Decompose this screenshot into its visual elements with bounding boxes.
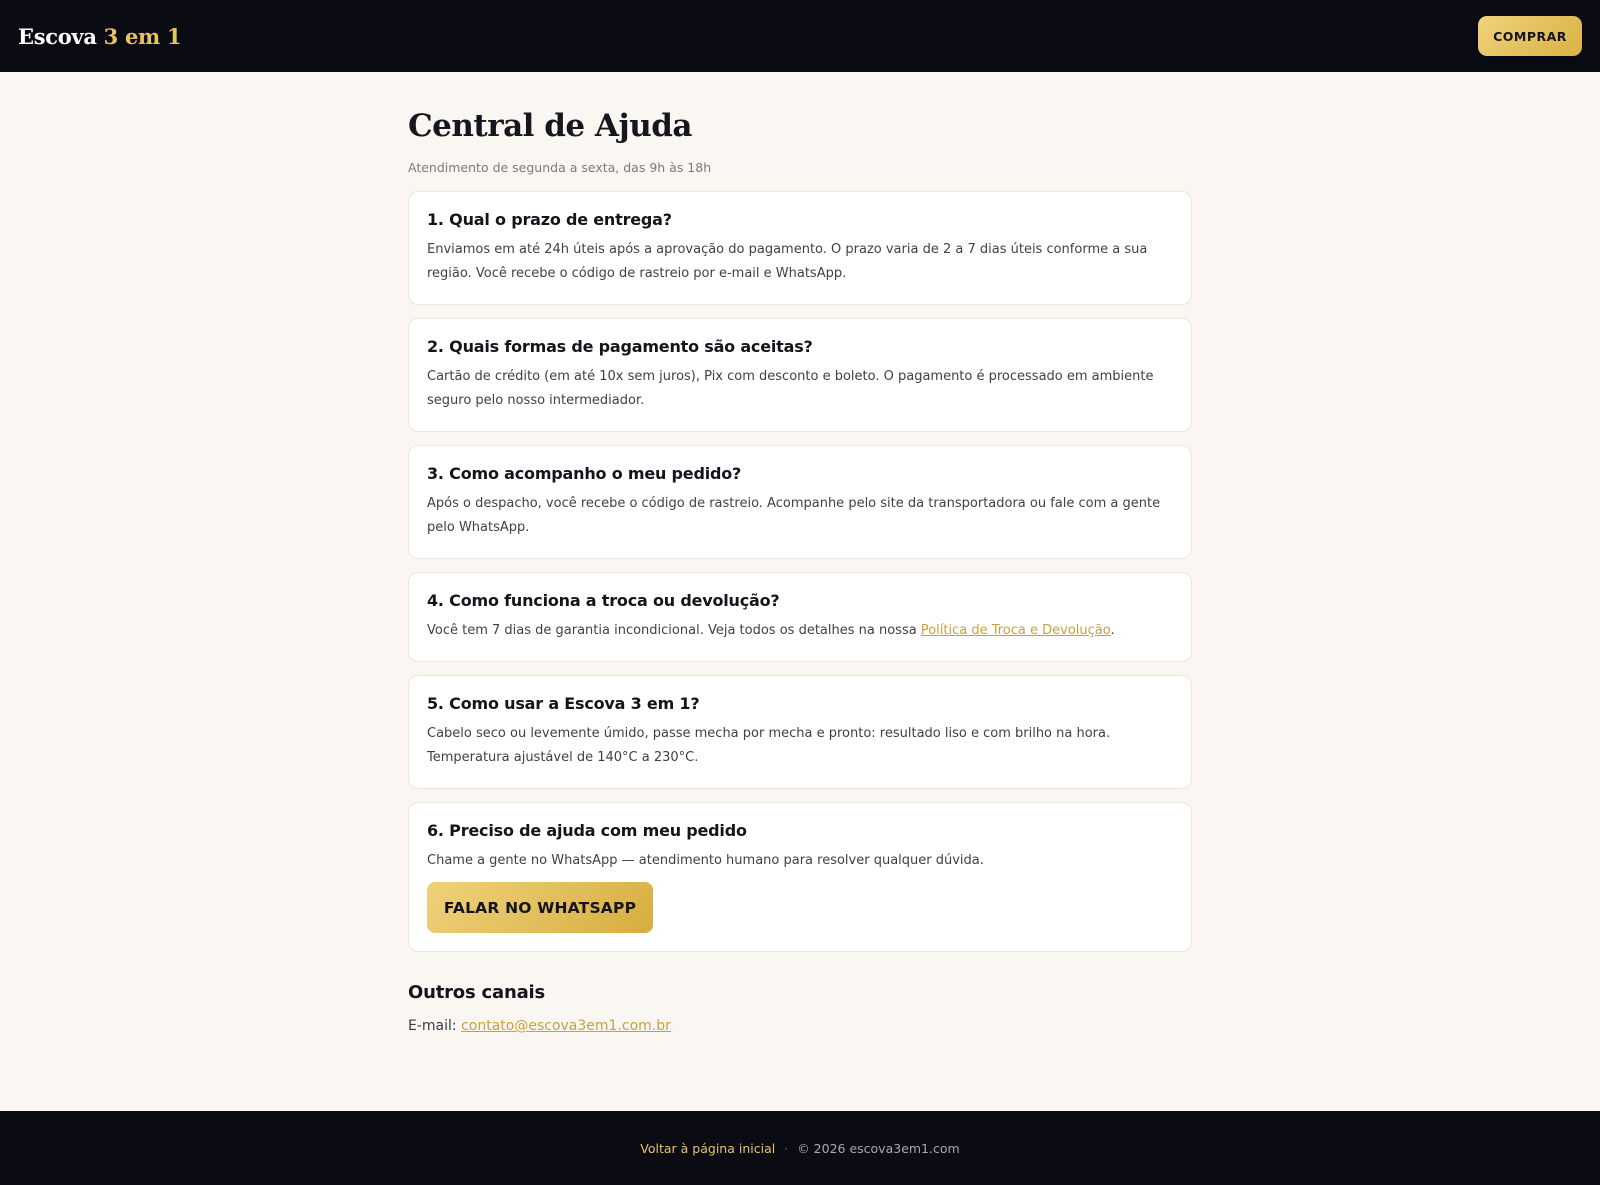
email-contact (408, 1018, 1192, 1034)
faq-answer (427, 619, 1173, 643)
faq-item-usage (408, 675, 1192, 789)
faq-item-delivery (408, 191, 1192, 305)
faq-question: 1. Qual o prazo de entrega? (427, 210, 672, 229)
faq-answer: Enviamos em até 24h úteis após a aprovação do pagamento. O prazo varia de 2 a 7 dias úteis conforme a sua região. Você recebe o código de rastreio por e-mail e WhatsApp. (427, 242, 1148, 281)
footer-separator: · (784, 1140, 789, 1156)
other-channels-title: Outros canais (408, 982, 546, 1003)
brand-logo[interactable] (18, 24, 181, 49)
faq-question: 3. Como acompanho o meu pedido? (427, 464, 742, 483)
faq-answer-end: . (1110, 623, 1115, 638)
brand-accent: 3 em 1 (103, 23, 182, 49)
faq-answer: Após o despacho, você recebe o código de rastreio. Acompanhe pelo site da transportadora ou fale com a gente pelo WhatsApp. (427, 496, 1161, 535)
brand-name: Escova (18, 23, 97, 49)
whatsapp-button[interactable]: FALAR NO WHATSAPP (427, 882, 653, 933)
faq-answer-text: Você tem 7 dias de garantia incondicional. Veja todos os detalhes na nossa (427, 623, 921, 638)
email-link[interactable]: contato@escova3em1.com.br (461, 1018, 671, 1034)
faq-question: 6. Preciso de ajuda com meu pedido (427, 821, 747, 840)
home-link[interactable]: Voltar à página inicial (640, 1140, 776, 1156)
copyright: © 2026 escova3em1.com (797, 1140, 960, 1156)
footer (0, 1111, 1600, 1185)
faq-item-tracking (408, 445, 1192, 559)
faq-answer: Cartão de crédito (em até 10x sem juros), Pix com desconto e boleto. O pagamento é processado em ambiente seguro pelo nosso intermediador. (427, 369, 1154, 408)
faq-question: 5. Como usar a Escova 3 em 1? (427, 694, 700, 713)
faq-question: 2. Quais formas de pagamento são aceitas? (427, 337, 813, 356)
email-label: E-mail: (408, 1018, 457, 1034)
faq-answer: Cabelo seco ou levemente úmido, passe mecha por mecha e pronto: resultado liso e com brilho na hora. Temperatura ajustável de 140°C a 230°C. (427, 726, 1111, 765)
help-center-content (408, 108, 1192, 1034)
top-navbar (0, 0, 1600, 72)
return-policy-link[interactable]: Política de Troca e Devolução (920, 623, 1111, 638)
support-hours: Atendimento de segunda a sexta, das 9h às 18h (408, 160, 712, 175)
faq-answer: Chame a gente no WhatsApp — atendimento humano para resolver qualquer dúvida. (427, 853, 984, 868)
faq-question: 4. Como funciona a troca ou devolução? (427, 591, 780, 610)
faq-list (408, 191, 1192, 952)
faq-item-returns (408, 572, 1192, 662)
page-title: Central de Ajuda (408, 108, 693, 144)
buy-button[interactable]: COMPRAR (1478, 16, 1582, 56)
faq-item-payment (408, 318, 1192, 432)
faq-item-help (408, 802, 1192, 952)
